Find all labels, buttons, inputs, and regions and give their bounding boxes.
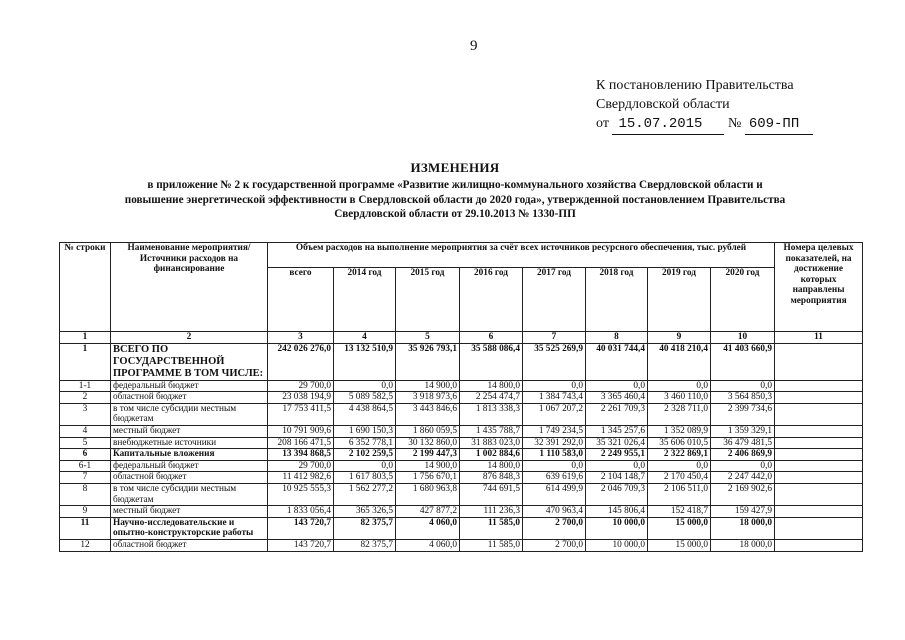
column-number: 5 [396, 332, 460, 344]
value-cell: 639 619,6 [523, 472, 586, 484]
title-line-3: Свердловской области от 29.10.2013 № 1330-ПП [334, 208, 576, 220]
value-cell: 13 394 868,5 [268, 449, 334, 461]
value-cell: 17 753 411,5 [268, 403, 334, 425]
value-cell: 1 384 743,4 [523, 392, 586, 404]
header-volume-group: Объем расходов на выполнение мероприятия за счёт всех источников ресурсного обеспечения, тыс. рублей [268, 243, 775, 268]
value-cell: 242 026 276,0 [268, 343, 334, 380]
value-cell: 0,0 [586, 460, 648, 472]
value-cell: 1 860 059,5 [396, 425, 460, 437]
number-label: № [727, 116, 742, 131]
value-cell: 35 606 010,5 [648, 437, 711, 449]
row-number-cell: 12 [60, 539, 111, 551]
row-name-cell: в том числе субсидии местным бюджетам [111, 483, 268, 505]
value-cell: 23 038 194,9 [268, 392, 334, 404]
row-number-cell: 3 [60, 403, 111, 425]
value-cell: 11 412 982,6 [268, 472, 334, 484]
row-number-cell: 8 [60, 483, 111, 505]
column-number: 2 [111, 332, 268, 344]
value-cell: 35 321 026,4 [586, 437, 648, 449]
table-row [60, 517, 863, 539]
value-cell: 11 585,0 [460, 517, 523, 539]
value-cell: 35 926 793,1 [396, 343, 460, 380]
target-cell [775, 517, 863, 539]
value-cell: 15 000,0 [648, 517, 711, 539]
row-name-cell: внебюджетные источники [111, 437, 268, 449]
value-cell: 36 479 481,5 [711, 437, 775, 449]
row-number-cell: 1-1 [60, 380, 111, 392]
value-cell: 30 132 860,0 [396, 437, 460, 449]
title-line-1: в приложение № 2 к государственной программе «Развитие жилищно-коммунального хозяйства Свердловской области и [147, 179, 763, 191]
row-number-cell: 6-1 [60, 460, 111, 472]
target-cell [775, 472, 863, 484]
table-body [60, 343, 863, 551]
value-cell: 3 564 850,3 [711, 392, 775, 404]
value-cell: 145 806,4 [586, 506, 648, 518]
table-row [60, 449, 863, 461]
value-cell: 2 249 955,1 [586, 449, 648, 461]
header-year: 2016 год [460, 268, 523, 332]
value-cell: 1 617 803,5 [334, 472, 396, 484]
value-cell: 111 236,3 [460, 506, 523, 518]
target-cell [775, 392, 863, 404]
value-cell: 2 406 869,9 [711, 449, 775, 461]
table-row [60, 539, 863, 551]
value-cell: 0,0 [648, 380, 711, 392]
value-cell: 1 435 788,7 [460, 425, 523, 437]
value-cell: 2 254 474,7 [460, 392, 523, 404]
column-number: 3 [268, 332, 334, 344]
value-cell: 2 700,0 [523, 539, 586, 551]
row-name-cell: местный бюджет [111, 506, 268, 518]
value-cell: 3 460 110,0 [648, 392, 711, 404]
approval-date-line [596, 114, 813, 135]
value-cell: 14 800,0 [460, 380, 523, 392]
row-number-cell: 7 [60, 472, 111, 484]
value-cell: 0,0 [334, 460, 396, 472]
value-cell: 143 720,7 [268, 539, 334, 551]
value-cell: 1 345 257,6 [586, 425, 648, 437]
value-cell: 10 000,0 [586, 517, 648, 539]
column-number-row [60, 332, 863, 344]
value-cell: 2 169 902,6 [711, 483, 775, 505]
value-cell: 0,0 [523, 460, 586, 472]
value-cell: 1 680 963,8 [396, 483, 460, 505]
value-cell: 32 391 292,0 [523, 437, 586, 449]
value-cell: 11 585,0 [460, 539, 523, 551]
value-cell: 4 438 864,5 [334, 403, 396, 425]
value-cell: 1 067 207,2 [523, 403, 586, 425]
value-cell: 2 399 734,6 [711, 403, 775, 425]
value-cell: 10 000,0 [586, 539, 648, 551]
value-cell: 4 060,0 [396, 517, 460, 539]
value-cell: 6 352 778,1 [334, 437, 396, 449]
value-cell: 1 749 234,5 [523, 425, 586, 437]
value-cell: 35 588 086,4 [460, 343, 523, 380]
target-cell [775, 437, 863, 449]
value-cell: 1 690 150,3 [334, 425, 396, 437]
row-name-cell: областной бюджет [111, 472, 268, 484]
value-cell: 3 918 973,6 [396, 392, 460, 404]
table-row [60, 380, 863, 392]
value-cell: 0,0 [648, 460, 711, 472]
value-cell: 2 046 709,3 [586, 483, 648, 505]
value-cell: 2 104 148,7 [586, 472, 648, 484]
column-number: 11 [775, 332, 863, 344]
value-cell: 14 900,0 [396, 380, 460, 392]
value-cell: 876 848,3 [460, 472, 523, 484]
value-cell: 2 700,0 [523, 517, 586, 539]
row-name-cell: в том числе субсидии местным бюджетам [111, 403, 268, 425]
row-number-cell: 11 [60, 517, 111, 539]
value-cell: 14 800,0 [460, 460, 523, 472]
value-cell: 0,0 [334, 380, 396, 392]
header-year: 2017 год [523, 268, 586, 332]
approval-block [596, 76, 813, 135]
value-cell: 29 700,0 [268, 460, 334, 472]
value-cell: 40 418 210,4 [648, 343, 711, 380]
value-cell: 2 170 450,4 [648, 472, 711, 484]
value-cell: 152 418,7 [648, 506, 711, 518]
target-cell [775, 403, 863, 425]
value-cell: 18 000,0 [711, 517, 775, 539]
table-row [60, 460, 863, 472]
table-row [60, 472, 863, 484]
value-cell: 4 060,0 [396, 539, 460, 551]
header-year: 2015 год [396, 268, 460, 332]
value-cell: 1 756 670,1 [396, 472, 460, 484]
value-cell: 10 925 555,3 [268, 483, 334, 505]
value-cell: 1 002 884,6 [460, 449, 523, 461]
row-name-cell: ВСЕГО ПО ГОСУДАРСТВЕННОЙ ПРОГРАММЕ В ТОМ ЧИСЛЕ: [111, 343, 268, 380]
row-number-cell: 5 [60, 437, 111, 449]
value-cell: 2 106 511,0 [648, 483, 711, 505]
target-cell [775, 539, 863, 551]
value-cell: 35 525 269,9 [523, 343, 586, 380]
value-cell: 1 359 329,1 [711, 425, 775, 437]
column-number: 9 [648, 332, 711, 344]
value-cell: 82 375,7 [334, 539, 396, 551]
value-cell: 18 000,0 [711, 539, 775, 551]
value-cell: 15 000,0 [648, 539, 711, 551]
value-cell: 29 700,0 [268, 380, 334, 392]
value-cell: 1 833 056,4 [268, 506, 334, 518]
value-cell: 2 261 709,3 [586, 403, 648, 425]
row-number-cell: 2 [60, 392, 111, 404]
value-cell: 614 499,9 [523, 483, 586, 505]
value-cell: 365 326,5 [334, 506, 396, 518]
column-number: 1 [60, 332, 111, 344]
header-row-no: № строки [60, 243, 111, 332]
value-cell: 31 883 023,0 [460, 437, 523, 449]
value-cell: 1 813 338,3 [460, 403, 523, 425]
value-cell: 2 328 711,0 [648, 403, 711, 425]
row-name-cell: федеральный бюджет [111, 380, 268, 392]
value-cell: 13 132 510,9 [334, 343, 396, 380]
from-label: от [596, 116, 609, 131]
row-name-cell: федеральный бюджет [111, 460, 268, 472]
value-cell: 143 720,7 [268, 517, 334, 539]
target-cell [775, 343, 863, 380]
value-cell: 14 900,0 [396, 460, 460, 472]
row-number-cell: 4 [60, 425, 111, 437]
value-cell: 3 365 460,4 [586, 392, 648, 404]
target-cell [775, 506, 863, 518]
approval-line-2: Свердловской области [596, 97, 730, 112]
table-row [60, 343, 863, 380]
value-cell: 2 322 869,1 [648, 449, 711, 461]
value-cell: 744 691,5 [460, 483, 523, 505]
value-cell: 0,0 [711, 460, 775, 472]
table-row [60, 506, 863, 518]
value-cell: 1 562 277,2 [334, 483, 396, 505]
header-name: Наименование мероприятия/Источники расходов на финансирование [111, 243, 268, 332]
value-cell: 470 963,4 [523, 506, 586, 518]
column-number: 8 [586, 332, 648, 344]
header-targets: Номера целевых показателей, на достижение которых направлены мероприятия [775, 243, 863, 332]
title-line-2: повышение энергетической эффективности в Свердловской области до 2020 года», утвержденной постановлением Правительства [124, 193, 786, 206]
value-cell: 82 375,7 [334, 517, 396, 539]
column-number: 10 [711, 332, 775, 344]
value-cell: 10 791 909,6 [268, 425, 334, 437]
row-number-cell: 9 [60, 506, 111, 518]
row-name-cell: областной бюджет [111, 392, 268, 404]
target-cell [775, 483, 863, 505]
approval-date: 15.07.2015 [612, 115, 724, 135]
row-name-cell: Капитальные вложения [111, 449, 268, 461]
title-heading: ИЗМЕНЕНИЯ [410, 160, 500, 175]
row-number-cell: 1 [60, 343, 111, 380]
expenditure-table [59, 242, 863, 552]
approval-line-1: К постановлению Правительства [596, 78, 794, 93]
value-cell: 159 427,9 [711, 506, 775, 518]
target-cell [775, 460, 863, 472]
column-number: 6 [460, 332, 523, 344]
target-cell [775, 380, 863, 392]
header-year: 2020 год [711, 268, 775, 332]
value-cell: 0,0 [586, 380, 648, 392]
column-number: 7 [523, 332, 586, 344]
value-cell: 2 247 442,0 [711, 472, 775, 484]
header-year: 2018 год [586, 268, 648, 332]
table-row [60, 483, 863, 505]
page-number: 9 [470, 38, 478, 54]
value-cell: 2 102 259,5 [334, 449, 396, 461]
document-title [60, 160, 850, 222]
row-number-cell: 6 [60, 449, 111, 461]
value-cell: 208 166 471,5 [268, 437, 334, 449]
header-total: всего [268, 268, 334, 332]
table-row [60, 425, 863, 437]
table-row [60, 437, 863, 449]
approval-number: 609-ПП [745, 115, 813, 135]
value-cell: 427 877,2 [396, 506, 460, 518]
table-row [60, 403, 863, 425]
table-row [60, 392, 863, 404]
value-cell: 0,0 [711, 380, 775, 392]
column-number: 4 [334, 332, 396, 344]
value-cell: 0,0 [523, 380, 586, 392]
target-cell [775, 425, 863, 437]
value-cell: 2 199 447,3 [396, 449, 460, 461]
value-cell: 1 110 583,0 [523, 449, 586, 461]
target-cell [775, 449, 863, 461]
row-name-cell: местный бюджет [111, 425, 268, 437]
header-year: 2019 год [648, 268, 711, 332]
value-cell: 5 089 582,5 [334, 392, 396, 404]
value-cell: 1 352 089,9 [648, 425, 711, 437]
value-cell: 3 443 846,6 [396, 403, 460, 425]
row-name-cell: Научно-исследовательские и опытно-конструкторские работы [111, 517, 268, 539]
value-cell: 40 031 744,4 [586, 343, 648, 380]
header-year: 2014 год [334, 268, 396, 332]
row-name-cell: областной бюджет [111, 539, 268, 551]
value-cell: 41 403 660,9 [711, 343, 775, 380]
